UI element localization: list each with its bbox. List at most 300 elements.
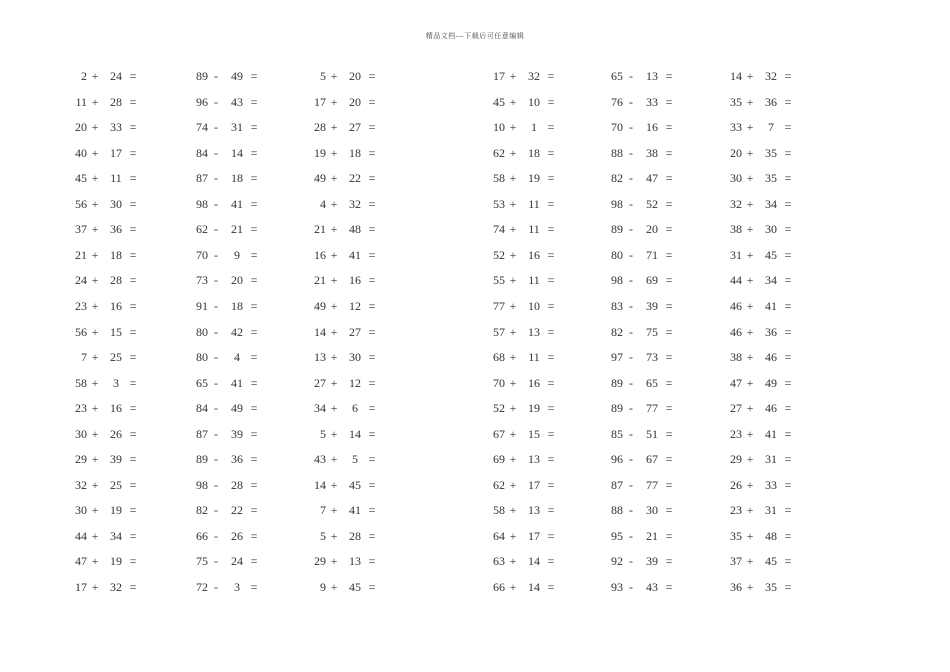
- operator: -: [214, 248, 218, 262]
- operator: -: [214, 376, 218, 390]
- equals-sign: =: [250, 427, 258, 441]
- equals-sign: =: [547, 299, 555, 313]
- operator: -: [214, 325, 218, 339]
- operator: -: [629, 350, 633, 364]
- operator: +: [746, 427, 754, 441]
- operator: -: [629, 120, 633, 134]
- equals-sign: =: [547, 350, 555, 364]
- operator: +: [509, 427, 517, 441]
- operand-a: 5: [320, 529, 326, 543]
- operator: -: [214, 427, 218, 441]
- operand-b: 77: [646, 401, 658, 415]
- equals-sign: =: [547, 222, 555, 236]
- operand-b: 28: [349, 529, 361, 543]
- operand-a: 37: [730, 554, 742, 568]
- equals-sign: =: [665, 376, 673, 390]
- operand-a: 98: [611, 273, 623, 287]
- operand-b: 41: [765, 427, 777, 441]
- operator: +: [91, 350, 99, 364]
- operand-b: 77: [646, 478, 658, 492]
- equals-sign: =: [368, 248, 376, 262]
- operator: -: [629, 146, 633, 160]
- equals-sign: =: [547, 554, 555, 568]
- operand-b: 10: [528, 299, 540, 313]
- operator: +: [91, 503, 99, 517]
- operand-a: 45: [75, 171, 87, 185]
- operand-a: 20: [730, 146, 742, 160]
- equals-sign: =: [129, 376, 137, 390]
- operator: +: [746, 376, 754, 390]
- operand-a: 24: [75, 273, 87, 287]
- operator: +: [330, 401, 338, 415]
- operand-b: 36: [765, 95, 777, 109]
- operand-b: 34: [765, 197, 777, 211]
- operand-a: 16: [314, 248, 326, 262]
- operand-a: 70: [196, 248, 208, 262]
- operand-a: 14: [314, 325, 326, 339]
- operator: -: [629, 580, 633, 594]
- operator: +: [330, 222, 338, 236]
- operator: +: [509, 325, 517, 339]
- operand-b: 30: [765, 222, 777, 236]
- operator: -: [629, 95, 633, 109]
- equals-sign: =: [665, 503, 673, 517]
- equals-sign: =: [784, 171, 792, 185]
- operator: +: [746, 171, 754, 185]
- operand-b: 30: [349, 350, 361, 364]
- operand-a: 46: [730, 325, 742, 339]
- operator: +: [509, 299, 517, 313]
- operand-b: 12: [349, 376, 361, 390]
- operand-b: 34: [110, 529, 122, 543]
- operand-a: 64: [493, 529, 505, 543]
- operator: -: [214, 69, 218, 83]
- operand-a: 82: [196, 503, 208, 517]
- operand-a: 62: [196, 222, 208, 236]
- equals-sign: =: [665, 427, 673, 441]
- operand-b: 16: [528, 248, 540, 262]
- operator: +: [746, 554, 754, 568]
- operand-b: 28: [110, 273, 122, 287]
- operand-a: 77: [493, 299, 505, 313]
- operand-a: 49: [314, 299, 326, 313]
- operator: +: [330, 529, 338, 543]
- operator: -: [214, 503, 218, 517]
- operator: +: [330, 120, 338, 134]
- operator: -: [629, 197, 633, 211]
- equals-sign: =: [368, 95, 376, 109]
- equals-sign: =: [784, 503, 792, 517]
- equals-sign: =: [547, 197, 555, 211]
- equals-sign: =: [547, 478, 555, 492]
- operand-b: 45: [765, 248, 777, 262]
- equals-sign: =: [547, 146, 555, 160]
- equals-sign: =: [129, 503, 137, 517]
- operand-a: 52: [493, 248, 505, 262]
- operator: +: [746, 401, 754, 415]
- operand-a: 23: [75, 401, 87, 415]
- operand-b: 41: [349, 503, 361, 517]
- equals-sign: =: [665, 299, 673, 313]
- operand-a: 27: [314, 376, 326, 390]
- equals-sign: =: [665, 248, 673, 262]
- equals-sign: =: [547, 171, 555, 185]
- operator: +: [330, 554, 338, 568]
- equals-sign: =: [368, 222, 376, 236]
- equals-sign: =: [250, 452, 258, 466]
- operand-b: 71: [646, 248, 658, 262]
- operator: -: [629, 376, 633, 390]
- operator: -: [214, 273, 218, 287]
- operand-b: 45: [349, 478, 361, 492]
- equals-sign: =: [665, 120, 673, 134]
- operand-b: 13: [528, 452, 540, 466]
- operator: +: [91, 452, 99, 466]
- equals-sign: =: [547, 325, 555, 339]
- operator: +: [91, 299, 99, 313]
- operand-b: 16: [646, 120, 658, 134]
- operand-b: 67: [646, 452, 658, 466]
- operand-b: 14: [528, 554, 540, 568]
- page-header: 精品文档---下载后可任意编辑: [425, 32, 525, 40]
- operator: -: [214, 120, 218, 134]
- operand-b: 19: [528, 401, 540, 415]
- equals-sign: =: [784, 146, 792, 160]
- equals-sign: =: [665, 529, 673, 543]
- operand-b: 16: [110, 299, 122, 313]
- equals-sign: =: [547, 248, 555, 262]
- operator: +: [746, 146, 754, 160]
- operand-a: 57: [493, 325, 505, 339]
- equals-sign: =: [250, 350, 258, 364]
- operator: +: [330, 69, 338, 83]
- operator: -: [629, 529, 633, 543]
- operand-b: 35: [765, 146, 777, 160]
- operator: -: [629, 554, 633, 568]
- operand-a: 80: [196, 350, 208, 364]
- operand-b: 10: [528, 95, 540, 109]
- equals-sign: =: [250, 248, 258, 262]
- operator: +: [746, 503, 754, 517]
- operator: +: [330, 146, 338, 160]
- operand-a: 55: [493, 273, 505, 287]
- operand-b: 11: [528, 273, 540, 287]
- operand-b: 4: [234, 350, 240, 364]
- operator: -: [629, 248, 633, 262]
- operator: -: [629, 427, 633, 441]
- operand-b: 28: [231, 478, 243, 492]
- operand-a: 45: [493, 95, 505, 109]
- operand-a: 56: [75, 325, 87, 339]
- operand-b: 36: [110, 222, 122, 236]
- operator: +: [509, 120, 517, 134]
- equals-sign: =: [250, 171, 258, 185]
- operator: -: [214, 580, 218, 594]
- operand-b: 41: [231, 376, 243, 390]
- operator: +: [509, 95, 517, 109]
- equals-sign: =: [129, 299, 137, 313]
- equals-sign: =: [129, 427, 137, 441]
- operator: -: [214, 299, 218, 313]
- operand-a: 88: [611, 146, 623, 160]
- operator: +: [509, 401, 517, 415]
- operand-a: 5: [320, 69, 326, 83]
- operand-a: 98: [196, 478, 208, 492]
- operator: -: [214, 95, 218, 109]
- equals-sign: =: [368, 273, 376, 287]
- operand-a: 32: [75, 478, 87, 492]
- equals-sign: =: [784, 452, 792, 466]
- operand-a: 26: [730, 478, 742, 492]
- operand-a: 44: [730, 273, 742, 287]
- operand-a: 33: [730, 120, 742, 134]
- operator: +: [746, 299, 754, 313]
- operator: -: [629, 503, 633, 517]
- operand-a: 87: [611, 478, 623, 492]
- equals-sign: =: [784, 325, 792, 339]
- operator: +: [91, 197, 99, 211]
- equals-sign: =: [368, 478, 376, 492]
- operand-a: 32: [730, 197, 742, 211]
- operand-a: 35: [730, 95, 742, 109]
- operand-b: 35: [765, 580, 777, 594]
- equals-sign: =: [129, 350, 137, 364]
- operand-b: 13: [646, 69, 658, 83]
- operand-a: 2: [81, 69, 87, 83]
- operand-a: 75: [196, 554, 208, 568]
- equals-sign: =: [784, 350, 792, 364]
- operand-a: 98: [611, 197, 623, 211]
- operand-a: 47: [730, 376, 742, 390]
- equals-sign: =: [665, 401, 673, 415]
- equals-sign: =: [250, 554, 258, 568]
- operator: +: [746, 197, 754, 211]
- operand-a: 74: [196, 120, 208, 134]
- operator: +: [330, 350, 338, 364]
- operand-b: 27: [349, 325, 361, 339]
- operator: +: [330, 95, 338, 109]
- operand-a: 97: [611, 350, 623, 364]
- equals-sign: =: [129, 171, 137, 185]
- operand-b: 18: [231, 299, 243, 313]
- equals-sign: =: [250, 529, 258, 543]
- operand-a: 23: [730, 503, 742, 517]
- operator: -: [629, 452, 633, 466]
- equals-sign: =: [665, 554, 673, 568]
- operand-b: 32: [528, 69, 540, 83]
- operator: +: [509, 376, 517, 390]
- operand-a: 28: [314, 120, 326, 134]
- operator: -: [214, 452, 218, 466]
- operand-a: 11: [75, 95, 87, 109]
- operand-b: 5: [352, 452, 358, 466]
- operand-b: 43: [231, 95, 243, 109]
- operand-a: 68: [493, 350, 505, 364]
- operand-b: 20: [349, 95, 361, 109]
- operator: -: [629, 401, 633, 415]
- operand-b: 16: [110, 401, 122, 415]
- operand-b: 25: [110, 350, 122, 364]
- equals-sign: =: [547, 273, 555, 287]
- operator: +: [91, 529, 99, 543]
- equals-sign: =: [665, 452, 673, 466]
- operand-b: 36: [765, 325, 777, 339]
- operand-b: 11: [528, 197, 540, 211]
- operand-b: 45: [349, 580, 361, 594]
- equals-sign: =: [665, 146, 673, 160]
- operand-a: 84: [196, 401, 208, 415]
- operand-b: 13: [349, 554, 361, 568]
- operator: -: [629, 325, 633, 339]
- equals-sign: =: [784, 580, 792, 594]
- operator: +: [91, 69, 99, 83]
- operand-b: 3: [234, 580, 240, 594]
- operand-b: 39: [110, 452, 122, 466]
- operand-b: 30: [646, 503, 658, 517]
- equals-sign: =: [547, 95, 555, 109]
- operator: +: [91, 171, 99, 185]
- operand-b: 49: [231, 69, 243, 83]
- operand-a: 89: [611, 222, 623, 236]
- operator: +: [91, 427, 99, 441]
- equals-sign: =: [547, 503, 555, 517]
- operator: -: [214, 350, 218, 364]
- operand-b: 30: [110, 197, 122, 211]
- equals-sign: =: [784, 376, 792, 390]
- operand-b: 73: [646, 350, 658, 364]
- operand-a: 31: [730, 248, 742, 262]
- operand-a: 88: [611, 503, 623, 517]
- operator: +: [330, 503, 338, 517]
- operator: +: [509, 478, 517, 492]
- operand-a: 58: [493, 171, 505, 185]
- operand-a: 82: [611, 325, 623, 339]
- operand-a: 80: [611, 248, 623, 262]
- operand-a: 89: [196, 452, 208, 466]
- operand-a: 38: [730, 222, 742, 236]
- operator: -: [214, 222, 218, 236]
- operand-a: 27: [730, 401, 742, 415]
- operator: +: [746, 529, 754, 543]
- operator: +: [746, 69, 754, 83]
- equals-sign: =: [129, 197, 137, 211]
- equals-sign: =: [129, 146, 137, 160]
- equals-sign: =: [665, 273, 673, 287]
- operand-a: 62: [493, 146, 505, 160]
- operator: +: [746, 273, 754, 287]
- equals-sign: =: [784, 427, 792, 441]
- operand-a: 95: [611, 529, 623, 543]
- operand-b: 19: [110, 554, 122, 568]
- equals-sign: =: [129, 248, 137, 262]
- operand-b: 19: [528, 171, 540, 185]
- equals-sign: =: [547, 529, 555, 543]
- operand-a: 96: [611, 452, 623, 466]
- operand-a: 30: [730, 171, 742, 185]
- operator: +: [91, 222, 99, 236]
- operand-a: 73: [196, 273, 208, 287]
- equals-sign: =: [665, 325, 673, 339]
- equals-sign: =: [250, 580, 258, 594]
- equals-sign: =: [250, 222, 258, 236]
- operand-a: 17: [493, 69, 505, 83]
- operand-b: 7: [768, 120, 774, 134]
- operand-a: 36: [730, 580, 742, 594]
- equals-sign: =: [368, 325, 376, 339]
- operand-a: 70: [611, 120, 623, 134]
- operand-b: 43: [646, 580, 658, 594]
- operator: -: [629, 273, 633, 287]
- operator: +: [330, 452, 338, 466]
- equals-sign: =: [784, 401, 792, 415]
- equals-sign: =: [368, 197, 376, 211]
- operator: +: [91, 325, 99, 339]
- equals-sign: =: [368, 299, 376, 313]
- operator: +: [330, 197, 338, 211]
- operand-b: 16: [528, 376, 540, 390]
- operator: +: [509, 580, 517, 594]
- operand-a: 65: [196, 376, 208, 390]
- operand-b: 33: [765, 478, 777, 492]
- operand-a: 89: [196, 69, 208, 83]
- equals-sign: =: [129, 580, 137, 594]
- equals-sign: =: [784, 529, 792, 543]
- operand-a: 29: [314, 554, 326, 568]
- operator: +: [746, 325, 754, 339]
- equals-sign: =: [129, 273, 137, 287]
- equals-sign: =: [250, 478, 258, 492]
- operator: -: [214, 529, 218, 543]
- equals-sign: =: [784, 273, 792, 287]
- equals-sign: =: [665, 478, 673, 492]
- operator: +: [509, 529, 517, 543]
- operand-b: 18: [110, 248, 122, 262]
- operand-a: 87: [196, 171, 208, 185]
- operand-a: 21: [314, 273, 326, 287]
- operator: +: [509, 452, 517, 466]
- operand-a: 34: [314, 401, 326, 415]
- operand-a: 44: [75, 529, 87, 543]
- equals-sign: =: [547, 376, 555, 390]
- operator: +: [91, 478, 99, 492]
- equals-sign: =: [368, 503, 376, 517]
- equals-sign: =: [250, 69, 258, 83]
- operand-b: 11: [110, 171, 122, 185]
- operand-b: 25: [110, 478, 122, 492]
- operator: -: [629, 171, 633, 185]
- operand-b: 26: [110, 427, 122, 441]
- operator: +: [330, 478, 338, 492]
- operand-a: 93: [611, 580, 623, 594]
- equals-sign: =: [129, 452, 137, 466]
- operator: +: [509, 248, 517, 262]
- operand-b: 65: [646, 376, 658, 390]
- equals-sign: =: [368, 427, 376, 441]
- operand-b: 69: [646, 273, 658, 287]
- operator: +: [509, 222, 517, 236]
- operand-b: 16: [349, 273, 361, 287]
- operand-a: 19: [314, 146, 326, 160]
- operand-b: 36: [231, 452, 243, 466]
- operand-b: 22: [231, 503, 243, 517]
- equals-sign: =: [784, 222, 792, 236]
- operand-b: 14: [231, 146, 243, 160]
- equals-sign: =: [368, 146, 376, 160]
- operator: -: [214, 554, 218, 568]
- operand-b: 21: [646, 529, 658, 543]
- operand-b: 20: [349, 69, 361, 83]
- equals-sign: =: [547, 427, 555, 441]
